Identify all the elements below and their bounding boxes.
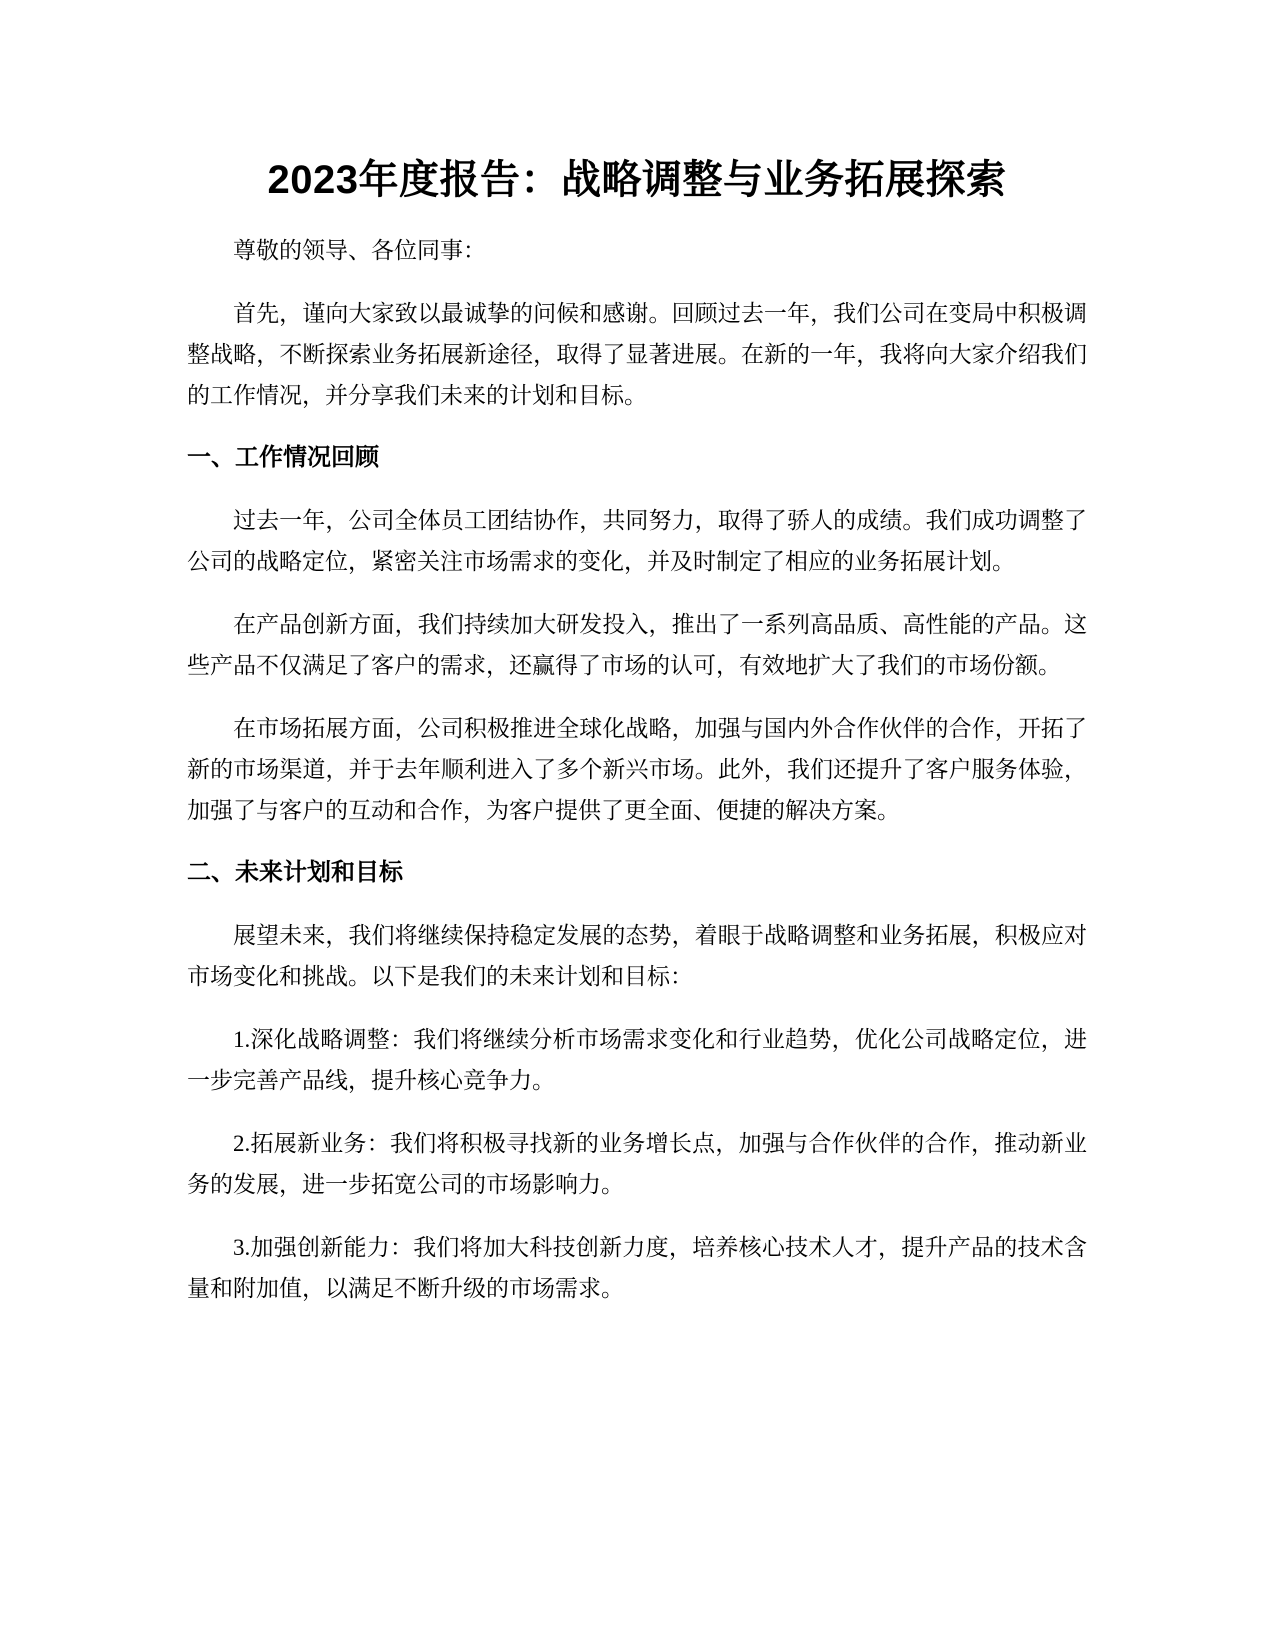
section-paragraph: 在产品创新方面，我们持续加大研发投入，推出了一系列高品质、高性能的产品。这些产品不仅满足了客户的需求，还赢得了市场的认可，有效地扩大了我们的市场份额。	[187, 612, 1087, 678]
section-heading: 二、未来计划和目标	[187, 859, 403, 886]
section-review	[187, 438, 1087, 831]
greeting-paragraph: 尊敬的领导、各位同事：	[233, 238, 486, 263]
section-paragraph: 过去一年，公司全体员工团结协作，共同努力，取得了骄人的成绩。我们成功调整了公司的战略定位，紧密关注市场需求的变化，并及时制定了相应的业务拓展计划。	[187, 508, 1087, 574]
section-paragraph: 在市场拓展方面，公司积极推进全球化战略，加强与国内外合作伙伴的合作，开拓了新的市场渠道，并于去年顺利进入了多个新兴市场。此外，我们还提升了客户服务体验，加强了与客户的互动和合作，为客户提供了更全面、便捷的解决方案。	[187, 716, 1087, 823]
document-body	[187, 150, 1087, 1309]
document-title: 2023年度报告：战略调整与业务拓展探索	[267, 158, 1007, 202]
section-paragraph: 展望未来，我们将继续保持稳定发展的态势，着眼于战略调整和业务拓展，积极应对市场变化和挑战。以下是我们的未来计划和目标：	[187, 923, 1087, 989]
plan-item-3: 3.加强创新能力：我们将加大科技创新力度，培养核心技术人才，提升产品的技术含量和附加值，以满足不断升级的市场需求。	[187, 1235, 1087, 1301]
section-heading: 一、工作情况回顾	[187, 444, 379, 471]
plan-item-2: 2.拓展新业务：我们将积极寻找新的业务增长点，加强与合作伙伴的合作，推动新业务的发展，进一步拓宽公司的市场影响力。	[187, 1131, 1087, 1197]
section-future-plans	[187, 853, 1087, 1309]
plan-item-1: 1.深化战略调整：我们将继续分析市场需求变化和行业趋势，优化公司战略定位，进一步完善产品线，提升核心竞争力。	[187, 1027, 1087, 1093]
intro-paragraph: 首先，谨向大家致以最诚挚的问候和感谢。回顾过去一年，我们公司在变局中积极调整战略，不断探索业务拓展新途径，取得了显著进展。在新的一年，我将向大家介绍我们的工作情况，并分享我们未来的计划和目标。	[187, 301, 1087, 408]
